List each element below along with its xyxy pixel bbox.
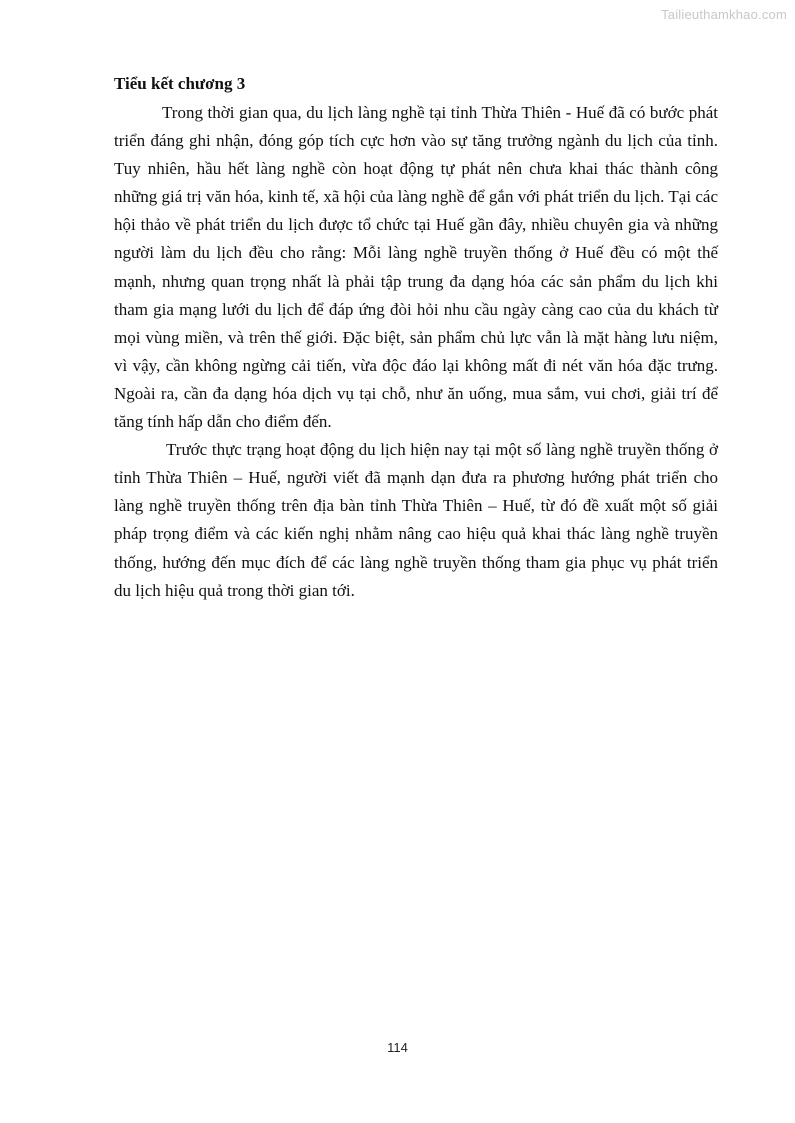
paragraph-2: Trước thực trạng hoạt động du lịch hiện nay tại một số làng nghề truyền thống ở tỉnh Thừa Thiên – Huế, người viết đã mạnh dạn đưa ra phương hướng phát triển cho làng nghề truyền thống trên địa bàn tỉnh Thừa Thiên – Huế, từ đó đề xuất một số giải pháp trọng điểm và các kiến nghị nhằm nâng cao hiệu quả khai thác làng nghề truyền thống, hướng đến mục đích để các làng nghề truyền thống tham gia phục vụ phát triển du lịch hiệu quả trong thời gian tới. <box>114 440 718 600</box>
watermark-text: Tailieuthamkhao.com <box>661 7 787 22</box>
document-body <box>114 73 718 605</box>
page-number: 114 <box>387 1040 408 1055</box>
section-heading: Tiểu kết chương 3 <box>114 74 246 93</box>
paragraph-1: Trong thời gian qua, du lịch làng nghề tại tỉnh Thừa Thiên - Huế đã có bước phát triển đáng ghi nhận, đóng góp tích cực hơn vào sự tăng trưởng ngành du lịch của tỉnh. Tuy nhiên, hầu hết làng nghề còn hoạt động tự phát nên chưa khai thác thành công những giá trị văn hóa, kinh tế, xã hội của làng nghề để gắn với phát triển du lịch. Tại các hội thảo về phát triển du lịch được tổ chức tại Huế gần đây, nhiều chuyên gia và những người làm du lịch đều cho rằng: Mỗi làng nghề truyền thống ở Huế đều có một thế mạnh, nhưng quan trọng nhất là phải tập trung đa dạng hóa các sản phẩm du lịch khi tham gia mạng lưới du lịch để đáp ứng đòi hỏi nhu cầu ngày càng cao của du khách từ mọi vùng miền, và trên thế giới. Đặc biệt, sản phẩm chủ lực vẫn là mặt hàng lưu niệm, vì vậy, cần không ngừng cải tiến, vừa độc đáo lại không mất đi nét văn hóa đặc trưng. Ngoài ra, cần đa dạng hóa dịch vụ tại chỗ, như ăn uống, mua sắm, vui chơi, giải trí để tăng tính hấp dẫn cho điểm đến. <box>114 103 718 432</box>
